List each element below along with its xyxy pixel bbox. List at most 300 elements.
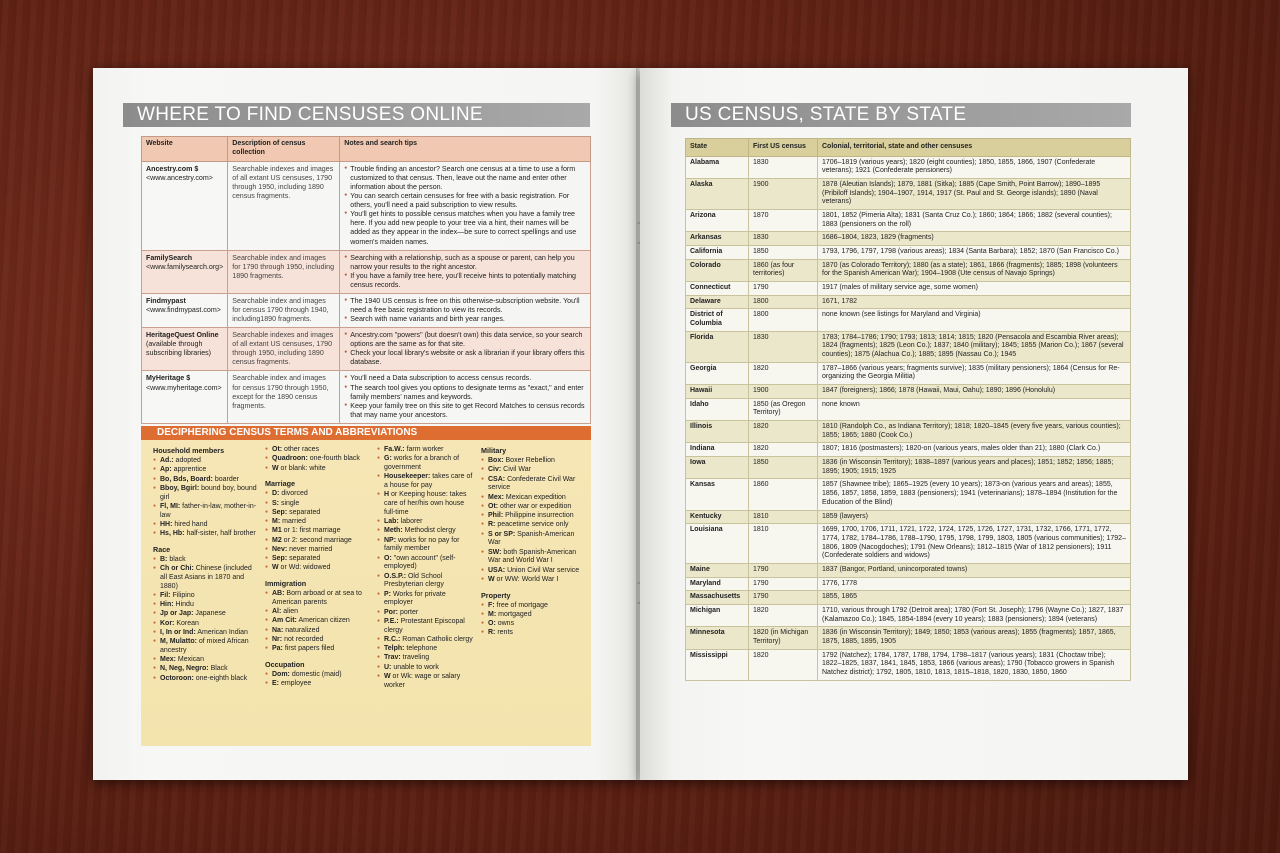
abbreviation-group-title: Military [481,446,507,455]
abbreviation-code: S or SP: [488,530,516,538]
table-row [686,398,1131,420]
abbreviation-code: Al: [272,608,282,615]
abbreviation-item [377,446,475,455]
abbreviation-item [481,503,585,512]
abbreviation-item [481,512,585,521]
state-cell: Colorado [686,259,749,281]
abbreviation-meaning: adopted [173,457,201,464]
abbreviation-code: Telph: [384,645,405,652]
other-censuses-cell: 1793, 1796, 1797, 1798 (various areas); 1834 (Santa Barbara); 1852; 1870 (San Francisco Co.) [818,246,1131,260]
abbreviation-code: Civ: [488,466,502,474]
state-cell: Florida [686,331,749,362]
abbreviation-code: R: [488,629,496,637]
abbreviation-code: S: [272,499,279,507]
abbreviation-meaning: Mexican [175,656,204,663]
first-census-cell: 1800 [749,295,818,309]
abbreviation-meaning: not recorded [282,635,324,643]
notes-cell [340,250,591,293]
first-census-cell: 1860 [749,479,818,510]
abbreviation-code: Sep: [272,555,288,562]
table-row [686,331,1131,362]
abbreviation-item [153,665,257,674]
first-census-cell: 1790 [749,563,818,577]
abbreviation-item [153,601,257,610]
table-row [686,479,1131,510]
abbreviation-code: Phil: [488,512,504,519]
abbreviation-meaning: bound boy, bound girl [160,484,257,501]
abbreviation-code: Bboy, Bgirl: [160,484,200,492]
abbreviation-item [265,500,371,509]
abbreviation-item [153,521,257,530]
abbreviation-item [377,555,475,573]
other-censuses-cell: 1836 (in Wisconsin Territory); 1849; 1850; 1853 (various areas); 1855 (fragments); 1857, 1865, 1875, 1885, 1895, 1905 [818,627,1131,649]
right-page [640,68,1188,780]
note-item: ● Search with name variants and birth year ranges. [344,315,586,324]
description-cell: Searchable indexes and images of all extant US censuses, 1790 through 1950, including 1890 census fragments. [228,161,340,250]
other-censuses-cell: 1686–1804, 1823, 1829 (fragments) [818,232,1131,246]
first-census-cell: 1800 [749,309,818,331]
abbreviation-meaning: or blank: white [278,464,326,472]
state-cell: Hawaii [686,385,749,399]
other-censuses-cell: 1801, 1852 (Pimeria Alta); 1831 (Santa Cruz Co.); 1860; 1864; 1866; 1882 (several counties); 1883 (pensioners on the roll) [818,210,1131,232]
state-cell: Alaska [686,179,749,210]
first-census-cell: 1820 [749,362,818,384]
abbreviation-code: Trav: [384,654,401,662]
state-cell: District of Columbia [686,309,749,331]
abbreviation-code: W [272,464,279,472]
abbreviation-item [153,592,257,601]
state-cell: Illinois [686,421,749,443]
abbreviation-item [481,466,585,475]
first-census-cell: 1830 [749,331,818,362]
other-censuses-cell: 1857 (Shawnee tribe); 1865–1925 (every 10 years); 1873-on (various years and areas); 1855, 1856, 1857, 1858, 1859, 1883 (pensioners); 1941 (veterinarians); 1878–1894 (Institution for the Education of the Blind) [818,479,1131,510]
abbreviation-meaning: works for no pay for family member [384,536,460,553]
abbreviation-meaning: one-eighth black [193,674,248,682]
abbreviation-meaning: Civil War [501,466,531,474]
abbreviation-item [153,620,257,629]
abbreviations-column [153,446,257,689]
abbreviation-item [377,645,475,654]
other-censuses-cell: 1917 (males of military service age, some women) [818,282,1131,296]
abbreviation-item [265,617,371,626]
other-censuses-cell: 1699, 1700, 1706, 1711, 1721, 1722, 1724, 1725, 1726, 1727, 1731, 1732, 1766, 1771, 1772, 1774, 1782, 1784–1786, 1788–1790, 1795, 1798, 1799, 1803, 1805 (various communities); 1792–1806, 1809 (Nacogdoches); 1791 (New Orleans); 1812–1815 (War of 1812 pensioners); 1911 (Confederate soldiers and widows) [818,524,1131,564]
abbreviation-item [153,565,257,591]
abbreviation-code: M, Mulatto: [160,638,197,645]
first-census-cell: 1790 [749,282,818,296]
table-row [686,591,1131,605]
table-row [686,282,1131,296]
table-row [686,210,1131,232]
abbreviation-code: E: [272,680,279,687]
state-cell: Mississippi [686,649,749,680]
notes-cell [340,328,591,371]
abbreviation-code: O: [384,554,392,562]
table-row [686,604,1131,626]
table-row [686,156,1131,178]
website-url: <www.ancestry.com> [146,173,213,182]
abbreviation-code: D: [272,490,280,498]
other-censuses-cell: 1859 (lawyers) [818,510,1131,524]
abbreviation-group-title: Property [481,590,511,600]
website-url: (available through subscribing libraries) [146,340,212,358]
abbreviation-code: M1 [272,527,282,535]
abbreviation-code: Quadroon: [272,455,308,463]
abbreviation-code: Na: [272,626,284,634]
abbreviation-meaning: takes care of a house for pay [384,473,473,489]
abbreviation-item [153,675,257,684]
website-cell [142,161,228,250]
abbreviation-item [377,654,475,663]
abbreviation-meaning: Philippine insurrection [503,512,574,519]
note-item: ● Trouble finding an ancestor? Search one census at a time to use a form customized to that census. Then, leave out the name and enter other information about the person. [344,165,586,192]
website-url: <www.familysearch.org> [146,262,224,271]
abbreviation-code: N, Neg, Negro: [160,665,209,673]
abbreviation-item [153,530,257,539]
abbreviation-item [377,573,475,591]
abbreviation-item [265,509,371,518]
table-row [686,246,1131,260]
table-row [686,421,1131,443]
abbreviation-code: P.E.: [384,617,399,625]
abbreviation-item [377,591,475,609]
abbreviations-column [377,446,475,696]
abbreviation-meaning: American citizen [296,617,350,625]
abbreviation-item [265,465,371,474]
abbreviation-item [265,636,371,645]
abbreviation-meaning: unable to work [391,663,439,671]
abbreviation-code: Housekeeper: [384,473,431,481]
abbreviation-code: Ot: [488,502,499,510]
abbreviation-code: Por: [384,608,398,616]
abbreviation-item [265,608,371,617]
first-census-cell: 1790 [749,577,818,591]
table-row [142,371,591,423]
abbreviation-code: W [384,672,391,680]
abbreviation-item [265,446,371,455]
abbreviation-meaning: laborer [398,518,423,525]
abbreviation-item [153,466,257,475]
abbreviation-meaning: Mexican expedition [503,493,566,501]
other-censuses-cell: 1807; 1816 (postmasters); 1820-on (various years, males older than 21); 1880 (Clark Co.) [818,443,1131,457]
abbreviation-meaning: rents [495,629,513,637]
abbreviation-item [153,629,257,638]
abbreviation-item [481,602,585,611]
abbreviation-code: AB: [272,590,285,597]
abbreviation-meaning: farm worker [404,446,444,453]
table-row [142,293,591,327]
abbreviation-item [265,627,371,636]
abbreviation-code: SW: [488,548,502,556]
first-census-cell: 1850 (as Oregon Territory) [749,398,818,420]
abbreviation-meaning: father-in-law, mother-in-law [160,502,257,519]
abbreviation-meaning: both Spanish-American War and World War I [488,548,577,565]
other-censuses-cell: 1878 (Aleutian Islands); 1879, 1881 (Sitka); 1885 (Cape Smith, Point Barrow); 1890–1895 (Pribiloff Islands); 1904–1907, 1914, 1917 (St. Paul and St. George islands); 1890 (Naval veterans) [818,179,1131,210]
first-census-cell: 1790 [749,591,818,605]
abbreviation-group-title: Occupation [265,659,305,669]
abbreviation-item [265,455,371,464]
abbreviation-meaning: Born arboad or at sea to American parents [272,590,362,606]
other-censuses-cell: none known [818,398,1131,420]
abbreviation-code: Fil: [160,591,171,599]
column-header: State [686,139,749,157]
table-row [686,232,1131,246]
abbreviation-code: R: [488,521,496,529]
state-cell: Minnesota [686,627,749,649]
abbreviation-meaning: owns [495,620,515,627]
abbreviation-meaning: or 1: first marriage [281,527,341,535]
first-census-cell: 1820 [749,604,818,626]
website-url: <www.findmypast.com> [146,306,221,314]
abbreviation-item [377,518,475,527]
abbreviation-code: Bo, Bds, Board: [160,475,213,483]
table-row [142,250,591,293]
abbreviation-code: O: [488,620,496,627]
state-cell: Georgia [686,362,749,384]
state-cell: Iowa [686,457,749,479]
description-cell: Searchable indexes and images of all extant US censuses, 1790 through 1950, including 1890 census fragments. [228,328,340,371]
abbreviation-code: USA: [488,566,506,574]
state-cell: Louisiana [686,524,749,564]
abbreviation-code: Mex: [160,656,176,663]
column-header: First US census [749,139,818,157]
website-cell [142,293,228,327]
abbreviation-item [481,549,585,567]
website-cell [142,250,228,293]
abbreviation-meaning: Spanish-American War [488,530,575,547]
table-row [686,649,1131,680]
note-item: ● The 1940 US census is free on this otherwise-subscription website. You'll need a free basic registration to view its records. [344,297,586,315]
abbreviation-item [153,556,257,565]
abbreviation-code: B: [160,555,168,563]
first-census-cell: 1820 (in Michigan Territory) [749,627,818,649]
abbreviation-meaning: Confederate Civil War service [488,475,576,492]
first-census-cell: 1870 [749,210,818,232]
table-row [686,179,1131,210]
abbreviation-item [481,476,585,494]
abbreviation-meaning: works for a branch of government [384,455,460,471]
abbreviation-item [153,485,257,503]
abbreviation-item [265,527,371,536]
other-censuses-cell: 1671, 1782 [818,295,1131,309]
abbreviation-item [481,576,585,585]
first-census-cell: 1900 [749,179,818,210]
state-cell: Delaware [686,295,749,309]
abbreviation-meaning: one-fourth black [307,455,360,463]
abbreviation-code: I, In or Ind: [160,628,196,636]
abbreviation-code: O.S.P.: [384,572,407,580]
abbreviation-item [377,455,475,473]
first-census-cell: 1820 [749,421,818,443]
abbreviation-meaning: of mixed African ancestry [160,638,249,654]
website-name: MyHeritage $ [146,374,191,383]
state-cell: Connecticut [686,282,749,296]
census-websites-table [141,136,591,424]
abbreviation-group-title: Household members [153,446,225,455]
abbreviation-item [265,518,371,527]
abbreviation-item [481,567,585,576]
table-row [686,295,1131,309]
state-cell: Idaho [686,398,749,420]
abbreviation-meaning: single [279,499,300,507]
column-header: Colonial, territorial, state and other censuses [818,139,1131,157]
note-item: ● Check your local library's website or ask a librarian if your library offers this database. [344,349,586,367]
abbreviations-column [265,446,371,695]
abbreviation-meaning: alien [281,608,299,615]
abbreviation-code: U: [384,663,392,671]
abbreviation-meaning: mortgaged [496,610,532,618]
abbreviation-meaning: other races [282,446,320,453]
abbreviation-code: Kor: [160,619,175,627]
state-census-table [685,138,1131,681]
description-cell: Searchable index and images for census 1790 through 1950, except for the 1890 census fragments. [228,371,340,423]
other-censuses-cell: 1870 (as Colorado Territory); 1880 (as a state); 1861, 1866 (fragments); 1885; 1898 (volunteers for the Spanish American War); 1904–1908 (Ute census of Navajo Springs) [818,259,1131,281]
abbreviation-meaning: or Keeping house: takes care of her/his own house full-time [384,491,467,516]
abbreviation-meaning: Union Civil War service [505,566,580,574]
abbreviation-item [153,638,257,656]
first-census-cell: 1820 [749,649,818,680]
left-page [93,68,640,780]
website-name: Findmypast [146,296,186,305]
abbreviation-meaning: naturalized [283,626,320,634]
abbreviation-meaning: divorced [279,490,308,498]
abbreviation-meaning: telephone [404,645,438,652]
description-cell: Searchable index and images for census 1790 through 1940, including1890 fragments. [228,293,340,327]
abbreviation-item [377,609,475,618]
abbreviation-code: W [272,564,279,572]
abbreviation-meaning: peacetime service only [495,521,569,529]
abbreviation-code: Nr: [272,635,283,643]
other-censuses-cell: 1706–1819 (various years); 1820 (eight counties); 1850, 1855, 1866, 1907 (Confederate veterans); 1921 (Confederate pensioners) [818,156,1131,178]
other-censuses-cell: 1710, various through 1792 (Detroit area); 1780 (Fort St. Joseph); 1796 (Wayne Co.); 1827, 1837 (Kalamazoo Co.); 1845, 1854-1894 (every 10 years); 1883 (pensioners); 1894 (veterans) [818,604,1131,626]
abbreviation-meaning: Hindu [173,601,194,608]
abbreviation-group-title: Race [153,544,171,554]
abbreviation-item [153,476,257,485]
abbreviation-item [377,473,475,491]
abbreviation-meaning: Filipino [170,591,195,599]
abbreviation-code: Ad.: [160,457,174,464]
note-item: ● You'll need a Data subscription to access census records. [344,374,586,383]
abbreviation-item [377,618,475,636]
abbreviation-meaning: Chinese (included all East Asians in 1870 and 1880) [160,565,252,590]
abbreviation-code: M2 [272,536,282,544]
table-row [686,577,1131,591]
abbreviation-meaning: other war or expedition [498,502,572,510]
abbreviation-meaning: or WW: World War I [494,575,559,583]
state-cell: California [686,246,749,260]
abbreviation-item [377,664,475,673]
abbreviation-group-title: Marriage [265,479,295,489]
abbreviation-code: Octoroon: [160,674,194,682]
abbreviation-meaning: employee [279,680,312,687]
note-item: ● Keep your family tree on this site to get Record Matches to census records that may name your ancestors. [344,402,586,420]
state-cell: Maine [686,563,749,577]
abbreviation-meaning: or Wk: wage or salary worker [384,672,461,689]
abbreviation-item [153,503,257,521]
state-cell: Maryland [686,577,749,591]
other-censuses-cell: 1783; 1784–1786; 1790; 1793; 1813; 1814; 1815; 1820 (Pensacola and Escambia River areas); 1824 (fragments); 1825 (Leon Co.); 1837; 1840 (military); 1845; 1855 (Marion Co.); 1867 (several counties); 1875 (Alachua Co.); 1885; 1895 (Nassau Co.); 1945 [818,331,1131,362]
first-census-cell: 1850 [749,457,818,479]
abbreviation-meaning: hired hand [172,520,208,528]
abbreviation-meaning: Boxer Rebellion [503,457,555,464]
note-item: ● You'll get hints to possible census matches when you have a family tree here. If you add new people to your tree via a hint, their names will be added as they appear in the index—be sure to correct spellings and use women's maiden names. [344,210,586,246]
abbreviation-item [265,546,371,555]
state-cell: Kentucky [686,510,749,524]
abbreviation-code: W [488,575,495,583]
website-name: FamilySearch [146,253,193,262]
column-header: Notes and search tips [340,137,591,162]
abbreviation-meaning: American Indian [195,628,248,636]
abbreviation-code: F: [488,601,495,609]
abbreviations-box [141,426,591,746]
first-census-cell: 1820 [749,443,818,457]
other-censuses-cell: 1836 (in Wisconsin Territory); 1838–1897 (various years and places); 1851; 1852; 1856; 1885; 1895; 1905; 1915; 1925 [818,457,1131,479]
abbreviation-code: G: [384,455,392,463]
abbreviation-item [265,555,371,564]
abbreviation-meaning: separated [287,555,321,562]
abbreviation-group-title: Immigration [265,579,307,588]
abbreviations-column [481,446,585,644]
abbreviation-meaning: Old School Presbyterian clergy [384,572,444,589]
abbreviation-meaning: Black [208,665,228,673]
abbreviation-meaning: traveling [400,654,430,662]
abbreviation-item [377,673,475,691]
abbreviation-item [265,537,371,546]
abbreviation-item [153,610,257,619]
abbreviation-item [481,629,585,638]
table-row [686,362,1131,384]
website-cell [142,371,228,423]
abbreviation-meaning: porter [398,608,419,616]
first-census-cell: 1850 [749,246,818,260]
abbreviation-code: HH: [160,520,173,528]
abbreviation-code: M: [272,518,281,525]
table-row [686,385,1131,399]
abbreviation-code: Jp or Jap: [160,610,194,618]
abbreviation-item [265,671,371,680]
abbreviation-item [265,490,371,499]
abbreviation-item [377,537,475,555]
table-row [686,309,1131,331]
column-header: Website [142,137,228,162]
abbreviation-item [265,680,371,689]
other-censuses-cell: 1837 (Bangor, Portland, unincorporated towns) [818,563,1131,577]
abbreviation-code: Hs, Hb: [160,530,185,537]
abbreviation-item [481,494,585,503]
abbreviation-meaning: boarder [212,475,239,483]
table-row [142,161,591,250]
first-census-cell: 1900 [749,385,818,399]
abbreviation-code: Hin: [160,601,174,608]
abbreviation-code: NP: [384,536,397,544]
abbreviation-code: M: [488,610,497,618]
table-row [142,328,591,371]
abbreviation-meaning: free of mortgage [494,601,548,609]
abbreviation-meaning: Japanese [193,610,226,618]
abbreviation-meaning: Roman Catholic clergy [400,635,473,643]
abbreviation-meaning: Protestant Episcopal clergy [384,617,465,634]
abbreviation-item [377,527,475,536]
notes-cell [340,161,591,250]
abbreviation-meaning: Methodist clergy [402,527,456,535]
abbreviation-meaning: or 2: second marriage [281,536,352,544]
other-censuses-cell: 1847 (foreigners); 1866; 1878 (Hawaii, Maui, Oahu); 1890; 1896 (Honolulu) [818,385,1131,399]
website-url: <www.myheritage.com> [146,383,222,392]
abbreviation-code: Meth: [384,527,403,535]
other-censuses-cell: 1792 (Natchez); 1784, 1787, 1788, 1794, 1798–1817 (various years); 1831 (Choctaw tribe); 1822–1825, 1837, 1841, 1845, 1853, 1866 (various areas); 1790 (Tobacco growers in Spanish Natchez district); 1792, 1805, 1810, 1813, 1815–1818, 1820, 1830, 1850, 1860 [818,649,1131,680]
abbreviation-item [377,491,475,517]
abbreviation-meaning: married [280,518,306,525]
abbreviation-meaning: domestic (maid) [289,670,342,678]
